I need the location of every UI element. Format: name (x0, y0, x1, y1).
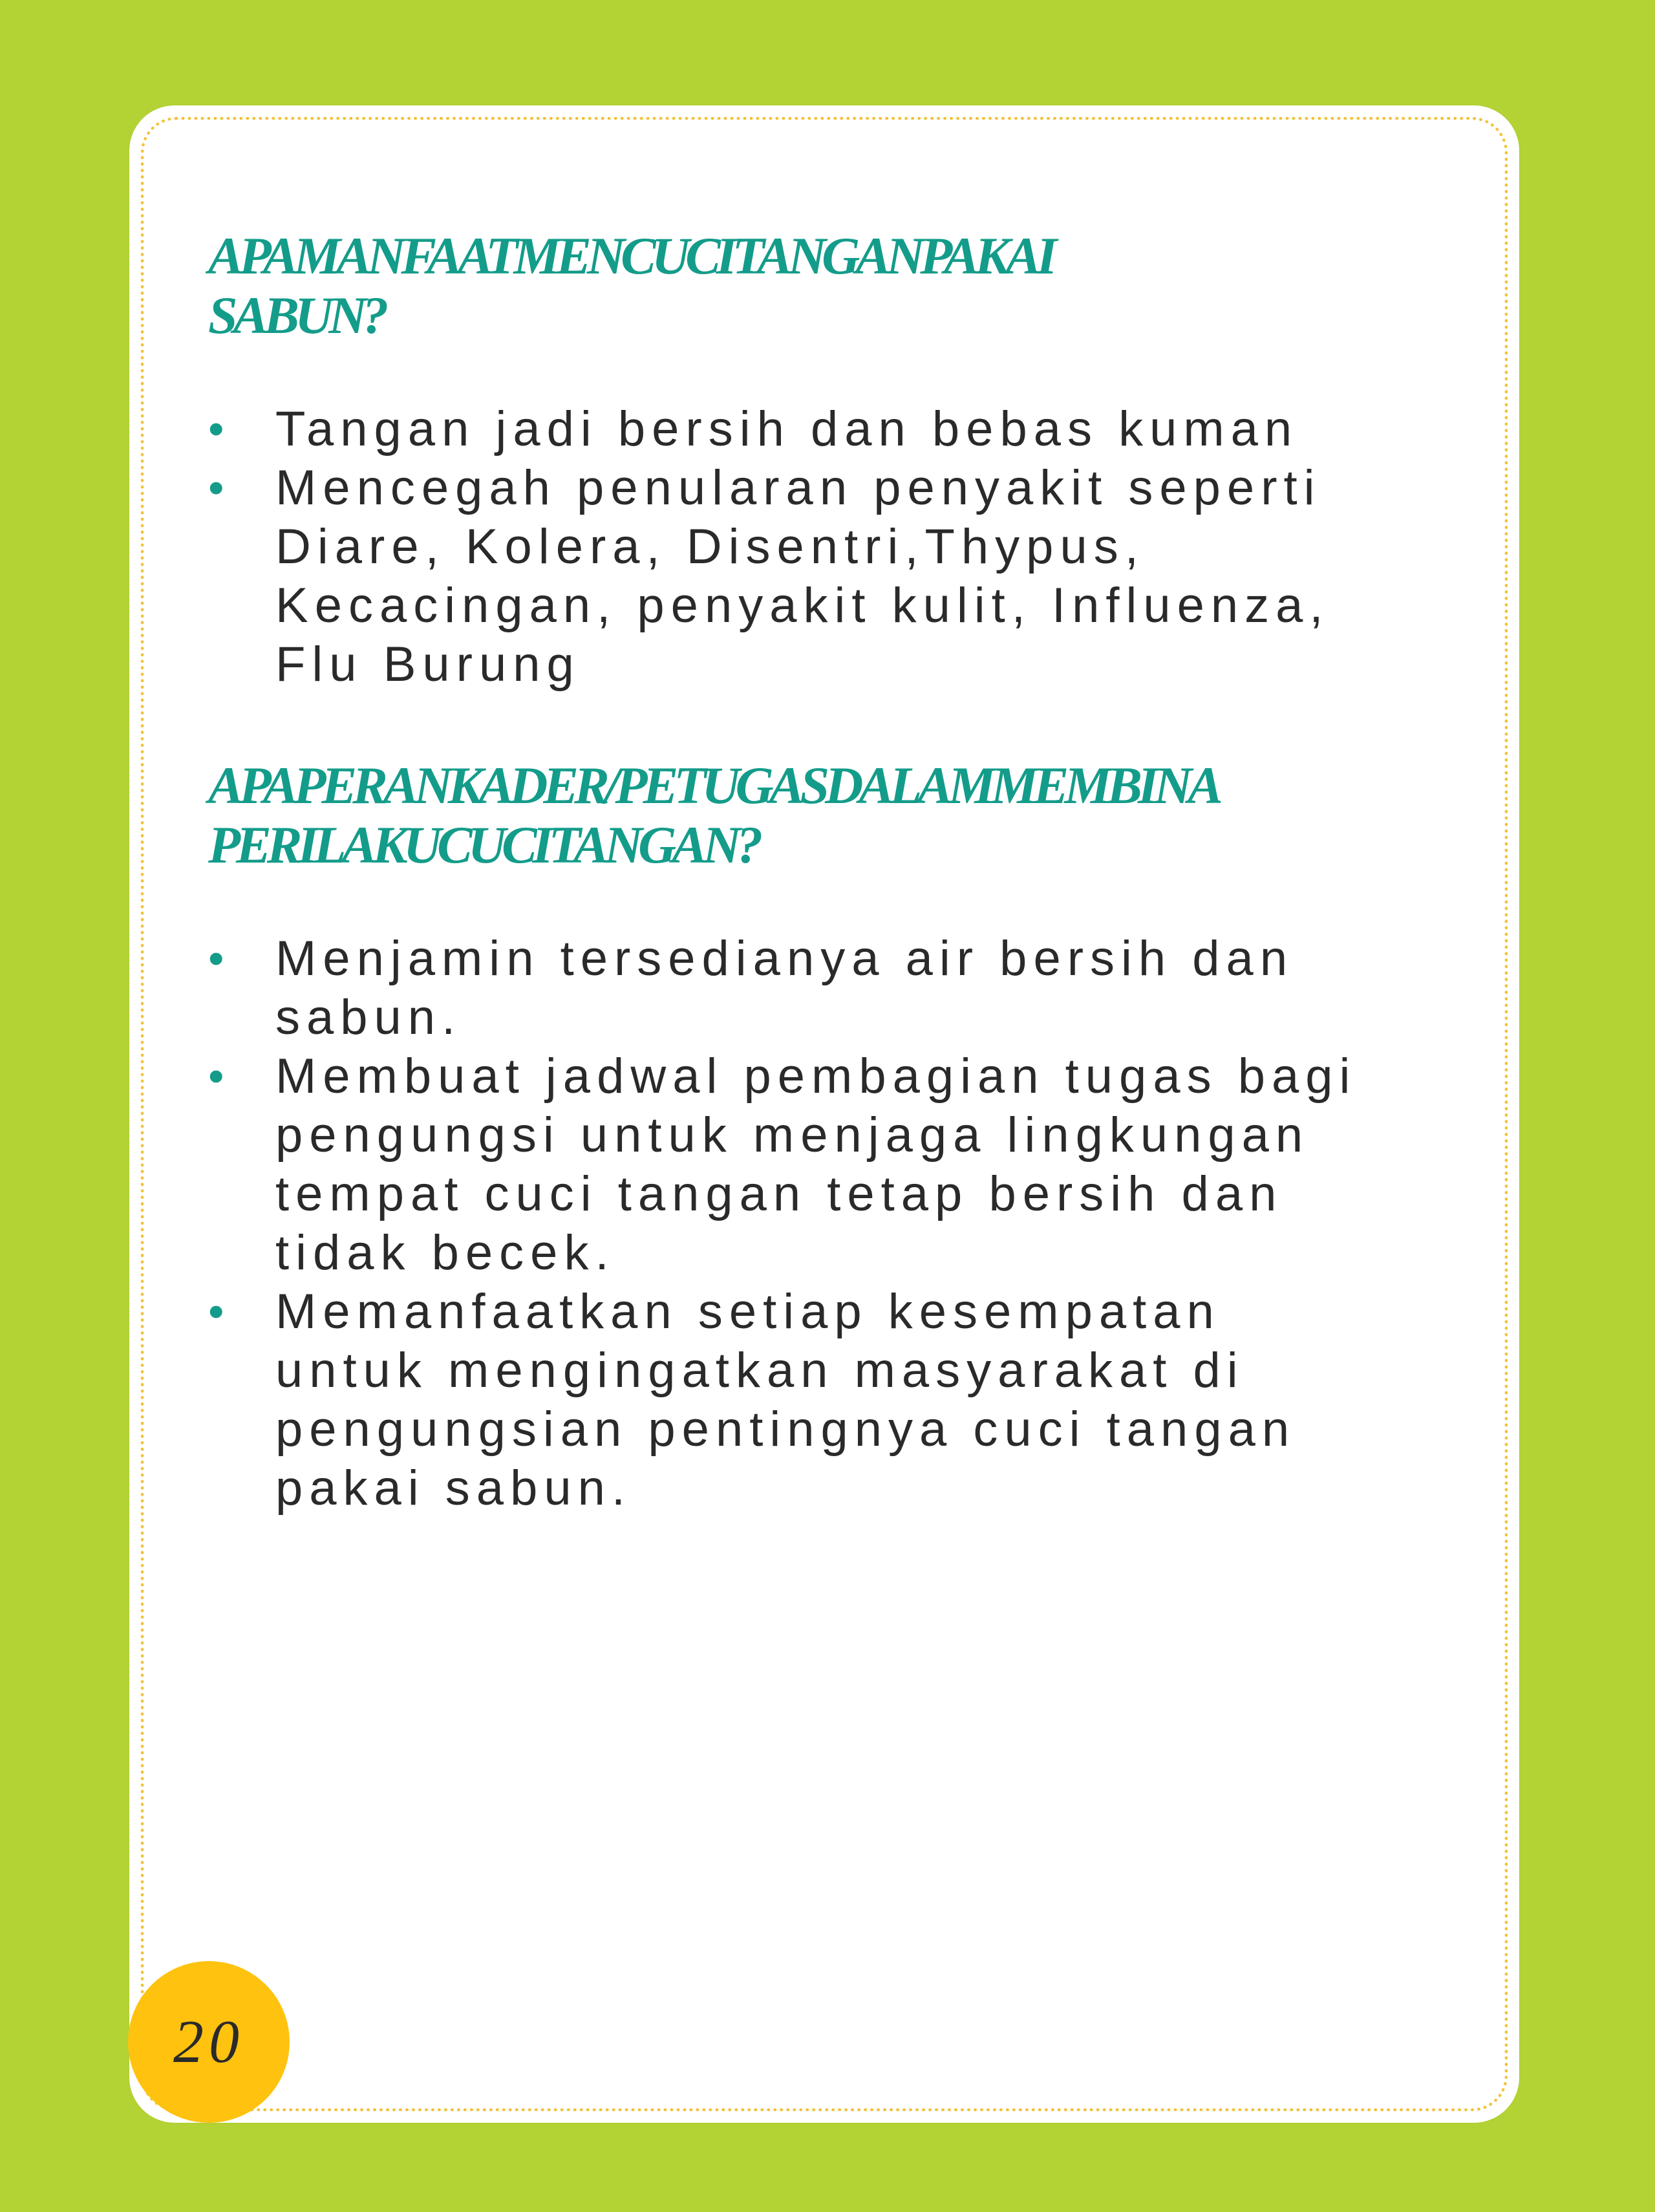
list-item-text: Memanfaatkan setiap kesempatan untuk mengingatkan masyarakat di pengungsian pentingnya cuci tangan pakai sabun. (275, 1284, 1296, 1516)
list-item-text: Mencegah penularan penyakit seperti Diare, Kolera, Disentri,Thypus, Kecacingan, penyakit kulit, Influenza, Flu Burung (275, 460, 1330, 692)
page-number-badge (128, 1961, 290, 2123)
bullet-point: • (208, 462, 224, 513)
section-heading-benefits: APAMANFAATMENCUCITANGANPAKAI SABUN? (208, 226, 1053, 345)
list-item (208, 1282, 1372, 1518)
section-benefits (208, 226, 1372, 694)
list-item (208, 458, 1372, 694)
section-spacer (208, 694, 1372, 756)
section-cadre-role (208, 756, 1372, 1518)
bullet-point: • (208, 1286, 224, 1337)
bullet-point: • (208, 1051, 224, 1101)
list-item (208, 929, 1372, 1047)
page-number: 20 (173, 2008, 244, 2076)
list-item-text: Tangan jadi bersih dan bebas kuman (275, 402, 1299, 456)
main-content (208, 226, 1372, 1518)
bullet-point: • (208, 933, 224, 983)
cadre-role-list (208, 929, 1372, 1518)
bullet-point: • (208, 403, 224, 454)
benefits-list (208, 400, 1372, 694)
section-heading-cadre-role: APAPERANKADER/PETUGASDALAMMEMBINA PERILAKUCUCITANGAN? (208, 756, 1219, 874)
list-item-text: Membuat jadwal pembagian tugas bagi pengungsi untuk menjaga lingkungan tempat cuci tangan tetap bersih dan tidak becek. (275, 1049, 1357, 1280)
list-item-text: Menjamin tersedianya air bersih dan sabun. (275, 931, 1294, 1045)
list-item (208, 400, 1372, 458)
list-item (208, 1047, 1372, 1282)
